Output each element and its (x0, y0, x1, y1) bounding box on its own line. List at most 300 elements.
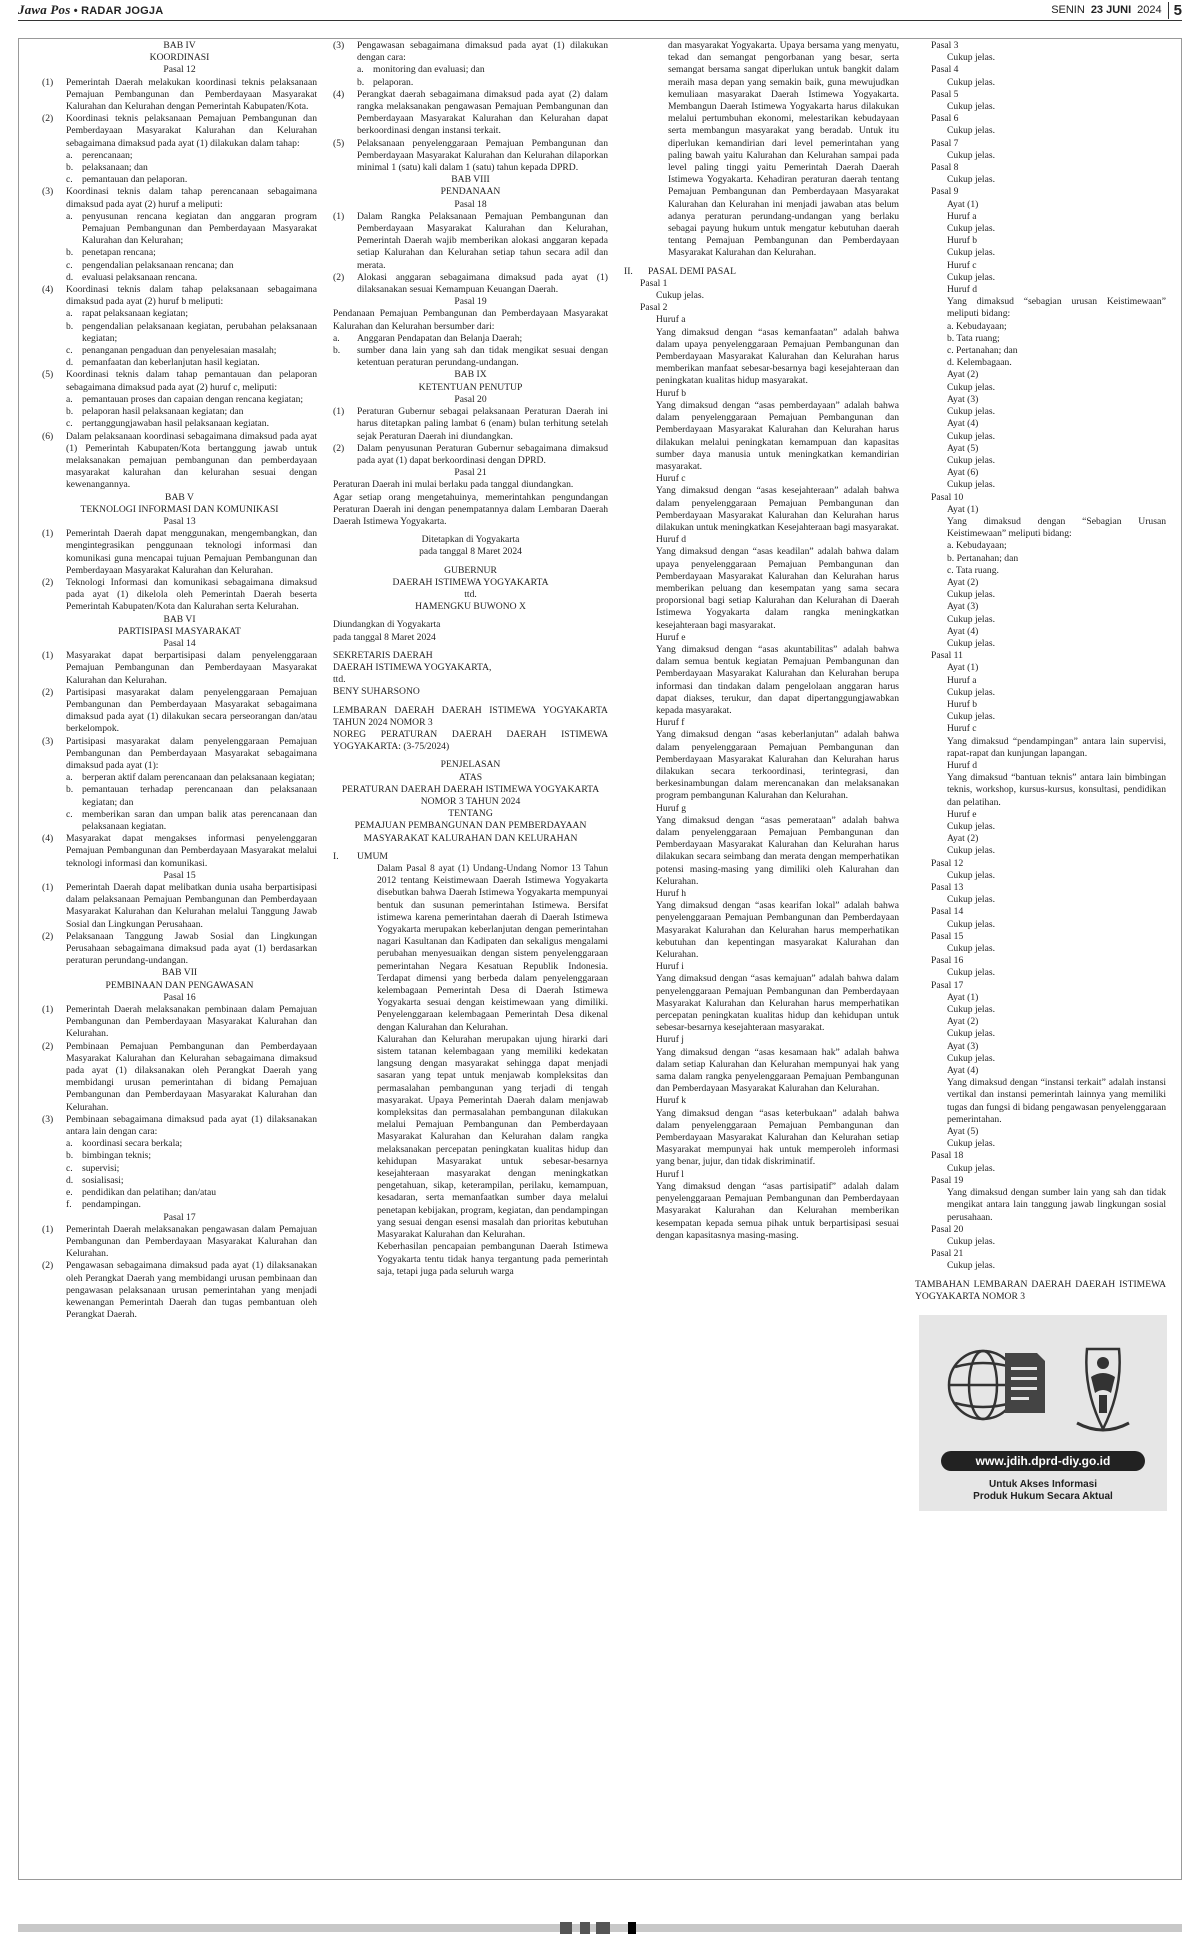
explanation-text: Ayat (1) (947, 991, 979, 1003)
explanation-text: Pasal 2 (640, 302, 668, 314)
explanation-text: Huruf e (656, 631, 686, 643)
explanation-text: Pasal 7 (931, 137, 959, 149)
explanation-text: Ayat (3) (947, 1040, 979, 1052)
ad-tagline-line-2: Produk Hukum Secara Aktual (973, 1490, 1113, 1502)
paragraph: SEKRETARIS DAERAH (333, 649, 433, 661)
heading-line: ATAS (458, 771, 483, 783)
explanation-text: Cukup jelas. (947, 589, 995, 601)
paragraph: ttd. (333, 674, 346, 686)
clause-number: (1) (42, 76, 54, 88)
clause-number: a. (66, 308, 73, 320)
numbered-clause (42, 77, 317, 114)
sub-clause (333, 64, 608, 76)
paragraph: LEMBARAN DAERAH DAERAH ISTIMEWA YOGYAKARTA TAHUN 2024 NOMOR 3 (333, 704, 608, 728)
explanation-text: Huruf d (656, 534, 687, 546)
clause-number: b. (66, 247, 74, 259)
heading-line: BAB IX (454, 369, 487, 381)
sub-clause (42, 150, 317, 162)
clause-text: penetapan rencana; (82, 247, 156, 259)
explanation-text: Ayat (6) (947, 467, 979, 479)
clause-number: (3) (333, 40, 345, 51)
numbered-clause (42, 833, 317, 870)
sub-clause (42, 211, 317, 248)
explanation-text: Yang dimaksud dengan “asas partisipatif” adalah dalam penyelenggaraan Pemajuan Pembangunan dan Pemberdayaan Masyarakat Kalurahan dan Kelurahan memberikan kesempatan kepada semua pihak untuk berpartisipasi sesuai dengan kapasitasnya masing-masing. (656, 1180, 899, 1241)
paragraph: Peraturan Daerah ini mulai berlaku pada tanggal diundangkan. (333, 479, 574, 491)
numbered-clause (333, 138, 608, 175)
edition-day: SENIN (1051, 4, 1085, 16)
sub-clause (42, 1138, 317, 1150)
clause-number: b. (66, 406, 74, 418)
clause-text: Koordinasi teknis dalam tahap pelaksanaan sebagaimana dimaksud pada ayat (2) huruf b meliputi: (66, 284, 317, 308)
explanation-text: Cukup jelas. (947, 430, 995, 442)
paragraph: BENY SUHARSONO (333, 686, 420, 698)
clause-number: c. (66, 418, 73, 430)
footer-mark (580, 1922, 590, 1934)
numbered-clause (42, 1041, 317, 1114)
explanation-text: Cukup jelas. (947, 943, 995, 955)
clause-text: Peraturan Gubernur sebagai pelaksanaan Peraturan Daerah ini harus ditetapkan paling lambat 6 (enam) bulan terhitung setelah sejak Peraturan Daerah ini diundangkan. (357, 406, 608, 442)
explanation-text: Keberhasilan pencapaian pembangunan Daerah Istimewa Yogyakarta tentu tidak hanya tergantung pada pemerintah saja, tetapi juga pada seluruh warga (377, 1241, 608, 1277)
column-4 (907, 40, 1174, 1820)
column-2 (325, 40, 616, 1820)
clause-number: a. (66, 772, 73, 784)
heading-line: PENDANAAN (440, 186, 501, 198)
heading-line: Pasal 21 (454, 467, 487, 479)
numbered-clause (42, 882, 317, 931)
heading-line: TEKNOLOGI INFORMASI DAN KOMUNIKASI (80, 503, 279, 515)
heading-line: BAB VII (161, 967, 198, 979)
explanation-text: Cukup jelas. (947, 381, 995, 393)
clause-number: b. (357, 76, 365, 88)
footer-mark (560, 1922, 572, 1934)
paragraph: Diundangkan di Yogyakarta (333, 619, 441, 631)
heading-line: pada tanggal 8 Maret 2024 (419, 546, 522, 558)
footer-mark (596, 1922, 610, 1934)
clause-text: pendampingan. (82, 1199, 141, 1211)
clause-number: II. (624, 265, 633, 277)
explanation-text: Cukup jelas. (947, 686, 995, 698)
numbered-clause (42, 931, 317, 968)
explanation-text: Huruf a (947, 210, 977, 222)
edition-info (1051, 2, 1182, 19)
explanation-text: Huruf e (947, 808, 977, 820)
explanation-text: Ayat (1) (947, 198, 979, 210)
clause-number: c. (66, 808, 73, 820)
clause-text: Dalam pelaksanaan koordinasi sebagaimana dimaksud pada ayat (1) Pemerintah Kabupaten/Kota bertanggung jawab untuk melaksanakan pemajuan pembangunan dan pemberdayaan masyarakat kalurahan dan kelurahan sesuai dengan kewenangannya. (66, 430, 317, 491)
sub-clause (42, 357, 317, 369)
clause-number: (2) (333, 442, 345, 454)
explanation-text: Huruf a (947, 674, 977, 686)
explanation-text: Huruf d (947, 284, 978, 296)
heading-line: GUBERNUR (444, 564, 497, 576)
article-columns (34, 40, 1174, 1820)
document-logo-icon (1005, 1353, 1045, 1413)
numbered-clause (333, 272, 608, 296)
clause-text: PASAL DEMI PASAL (648, 265, 736, 277)
numbered-clause (42, 736, 317, 773)
explanation-text: Yang dimaksud dengan “instansi terkait” adalah instansi vertikal dan instansi pemerintah lainnya yang memiliki tugas dan fungsi di bidang pengawasan penyelenggaraan pemerintahan. (947, 1077, 1166, 1125)
explanation-text: Yang dimaksud dengan “asas akuntabilitas” adalah bahwa dalam semua bentuk kegiatan Pemajuan Pembangunan dan Pemberdayaan Masyarakat Kalurahan dan Kelurahan berupa informasi dan tindakan dalam pengelolaan anggaran harus dapat diakses, terukur, dan dapat dipertanggungjawabkan kepada masyarakat. (656, 643, 899, 716)
sub-clause (42, 1163, 317, 1175)
clause-number: (4) (333, 88, 345, 100)
heading-line: PENJELASAN (440, 759, 501, 771)
heading-line: Ditetapkan di Yogyakarta (421, 534, 520, 546)
clause-text: Alokasi anggaran sebagaimana dimaksud pada ayat (1) dilaksanakan sesuai Kemampuan Keuangan Daerah. (357, 271, 608, 296)
explanation-text: Pasal 15 (931, 930, 964, 942)
clause-number: (4) (42, 833, 54, 845)
masthead (18, 2, 163, 18)
explanation-text: Yang dimaksud dengan “asas kesejahteraan” adalah bahwa dalam penyelenggaraan Pemajuan Pembangunan dan Pemberdayaan Masyarakat Kalurahan dan Kelurahan harus dilakukan untuk meningkatkan Kesejahteraan bagi masyarakat. (656, 485, 899, 533)
explanation-text: Huruf c (947, 723, 977, 735)
clause-text: Dalam Rangka Pelaksanaan Pemajuan Pembangunan dan Pemberdayaan Masyarakat Kalurahan dan Kelurahan, Pemerintah Daerah wajib memberikan alokasi anggaran kepada setiap Kalurahan dan Kelurahan setiap tahun secara adil dan merata. (357, 210, 608, 271)
explanation-text: Cukup jelas. (947, 869, 995, 881)
sub-clause (42, 406, 317, 418)
explanation-text: Cukup jelas. (947, 613, 995, 625)
clause-text: Pelaksanaan penyelenggaraan Pemajuan Pembangunan dan Pemberdayaan Masyarakat Kalurahan dan Kelurahan dilaporkan minimal 1 (satu) kali dalam 1 (satu) tahun kepada DPRD. (357, 137, 608, 174)
heading-line: Pasal 16 (163, 991, 196, 1003)
explanation-text: Yang dimaksud dengan “asas kesamaan hak” adalah bahwa dalam setiap Kalurahan dan Kelurahan mempunyai hak yang sama dalam rangka penyelenggaraan Pemajuan Pembangunan dan Pemberdayaan Masyarakat Kalurahan dan Kelurahan. (656, 1046, 899, 1095)
numbered-clause (42, 1004, 317, 1041)
clause-number: (1) (42, 1004, 54, 1016)
explanation-text: Pasal 5 (931, 88, 959, 100)
explanation-text: Yang dimaksud dengan “asas kearifan lokal” adalah bahwa penyelenggaraan Pemajuan Pembangunan dan Pemberdayaan Masyarakat Kalurahan dan Kelurahan harus memperhatikan kebutuhan dan kepentingan masyarakat Kalurahan dan Kelurahan. (656, 900, 899, 961)
column-4-text (915, 40, 1166, 1303)
clause-text: pengendalian pelaksanaan rencana; dan (82, 259, 234, 271)
heading-line: PEMBINAAN DAN PENGAWASAN (105, 979, 254, 991)
province-emblem-icon (1077, 1349, 1129, 1430)
clause-number: (2) (333, 271, 345, 283)
explanation-text: Ayat (1) (947, 662, 979, 674)
clause-text: Koordinasi teknis dalam tahap perencanaan sebagaimana dimaksud pada ayat (2) huruf a meliputi: (66, 186, 317, 210)
sub-clause (42, 1175, 317, 1187)
explanation-text: d. Kelembagaan. (947, 357, 1012, 369)
clause-number: (3) (42, 1113, 54, 1125)
clause-text: Koordinasi teknis pelaksanaan Pemajuan Pembangunan dan Pemberdayaan Masyarakat Kalurahan dan Kelurahan sebagaimana dimaksud pada ayat (1) dilakukan dalam tahap: (66, 113, 317, 149)
clause-text: pemantauan dan pelaporan. (82, 174, 188, 186)
explanation-text: Pasal 16 (931, 955, 964, 967)
clause-text: Koordinasi teknis dalam tahap pemantauan dan pelaporan sebagaimana dimaksud pada ayat (2) huruf c, meliputi: (66, 369, 317, 393)
explanation-text: Pasal 1 (640, 277, 668, 289)
explanation-text: Pasal 4 (931, 64, 959, 76)
explanation-text: Yang dimaksud dengan “asas keadilan” adalah bahwa dalam upaya penyelenggaraan Pemajuan Pembangunan dan Pemberdayaan Masyarakat Kalurahan dan Kelurahan harus memberikan peluang dan kesempatan yang sama secara proporsional bagi setiap Kalurahan dan Kelurahan di Daerah Istimewa Yogyakarta dalam rangka meningkatkan kesejahteraan bagi masyarakat. (656, 546, 899, 631)
footer-mark (628, 1922, 636, 1934)
explanation-text: Pasal 9 (931, 186, 959, 198)
clause-number: (3) (42, 186, 54, 198)
heading-line: Pasal 20 (454, 393, 487, 405)
heading-line: BAB VIII (451, 174, 490, 186)
clause-text: Partisipasi masyarakat dalam penyelenggaraan Pemajuan Pembangunan dan Pemberdayaan Masyarakat sebagaimana dimaksud pada ayat (1) dilakukan secara perseorangan dan/atau berkelompok. (66, 686, 317, 735)
explanation-text: Huruf l (656, 1168, 684, 1180)
sub-clause (42, 162, 317, 174)
explanation-text: Ayat (2) (947, 369, 979, 381)
clause-number: (1) (42, 528, 54, 540)
explanation-text: Cukup jelas. (947, 125, 995, 137)
clause-text: Pemerintah Daerah melaksanakan pembinaan dalam Pemajuan Pembangunan dan Pemberdayaan Masyarakat Kalurahan dan Kelurahan. (66, 1004, 317, 1040)
explanation-text: Huruf h (656, 888, 687, 900)
explanation-text: Huruf f (656, 717, 685, 729)
sub-clause (42, 260, 317, 272)
sub-clause (42, 394, 317, 406)
explanation-text: Yang dimaksud dengan “asas pemberdayaan” adalah bahwa dalam penyelenggaraan Pemajuan Pembangunan dan Pemberdayaan Masyarakat Kalurahan dan Kelurahan harus dilakukan melalui peningkatan kemampuan dan kapasitas sumber daya manusia untuk meningkatkan kemandirian masyarakat. (656, 399, 899, 472)
sub-clause (42, 174, 317, 186)
sub-clause (42, 784, 317, 808)
explanation-text: Cukup jelas. (947, 247, 995, 259)
brand-name: Jawa Pos (18, 2, 71, 17)
edition-date: 23 JUNI (1090, 4, 1132, 16)
explanation-text: dan masyarakat Yogyakarta. Upaya bersama yang menyatu, tekad dan semangat pengorbanan yang besar, serta semangat bersama sangat diperlukan untuk bangkit dalam meraih masa depan yang semakin baik, guna mewujudkan kemuliaan masyarakat Daerah Istimewa Yogyakarta. Membangun Daerah Istimewa Yogyakarta harus dilakukan melalui pertumbuhan ekonomi, melestarikan kebudayaan serta membangun masyarakat yang beradab. Untuk itu diperlukan kemandirian dari level pemerintahan yang paling bawah yaitu Kalurahan dan Kelurahan sampai pada level paling tinggi yaitu Pemerintah Daerah Daerah Istimewa Yogyakarta. Kehadiran peraturan daerah tentang Pemajuan Pembangunan dan Pemberdayaan Masyarakat Kalurahan dan Kelurahan ini menjadi jawaban atas belum adanya peraturan perundang-undangan yang berlaku sebagai payung hukum untuk mengatur kebutuhan daerah tentang Pemajuan Pembangunan dan Pemberdayaan Masyarakat Kalurahan dan Kelurahan. (668, 40, 899, 259)
clause-number: (4) (42, 284, 54, 296)
numbered-clause (333, 406, 608, 443)
clause-text: Pemerintah Daerah melakukan koordinasi teknis pelaksanaan Pemajuan Pembangunan dan Pemberdayaan Masyarakat Kalurahan dan Kelurahan dengan Pemerintah Kabupaten/Kota. (66, 76, 317, 113)
explanation-text: Dalam Pasal 8 ayat (1) Undang-Undang Nomor 13 Tahun 2012 tentang Keistimewaan Daerah Istimewa Yogyakarta disebutkan bahwa Daerah Istimewa Yogyakarta mempunyai bentuk dan susunan pemerintahan Istimewa. Bersifat istimewa karena pemerintahan daerah di Daerah Istimewa Yogyakarta merupakan keberlanjutan dengan pemerintahan nagari Kasultanan dan Kadipaten dan sekaligus mengalami perubahan menyesuaikan dengan sistem penyelenggaraan pemerintahan Negara Kesatuan Republik Indonesia. Terdapat dimensi yang berbeda dalam penyelenggaraan kelembagaan Pemerintah Desa di Daerah Istimewa Yogyakarta sesuai dengan keistimewaan yang dimiliki. Penyelenggaraan kelembagaan Pemerintah Desa dikenal dengan Kalurahan dan Kelurahan. (377, 863, 608, 1033)
numbered-clause (42, 650, 317, 687)
clause-text: pelaporan hasil pelaksanaan kegiatan; dan (82, 406, 244, 418)
numbered-clause (42, 369, 317, 393)
clause-number: d. (66, 271, 74, 283)
dprd-logos (941, 1333, 1145, 1443)
clause-text: Dalam penyusunan Peraturan Gubernur sebagaimana dimaksud pada ayat (1) dapat berkoordinasi dengan DPRD. (357, 442, 608, 466)
heading-line: Pasal 17 (163, 1211, 196, 1223)
page-number: 5 (1168, 2, 1182, 19)
explanation-text: Pasal 12 (931, 857, 964, 869)
explanation-text: Ayat (4) (947, 625, 979, 637)
section-name: • RADAR JOGJA (73, 5, 164, 17)
ad-tagline-line-1: Untuk Akses Informasi (989, 1478, 1097, 1490)
explanation-text: Cukup jelas. (947, 1004, 995, 1016)
explanation-text: Huruf g (656, 802, 687, 814)
clause-text: koordinasi secara berkala; (82, 1138, 183, 1150)
explanation-text: Ayat (3) (947, 393, 979, 405)
clause-text: Pengawasan sebagaimana dimaksud pada ayat (1) dilaksanakan oleh Perangkat Daerah yang membidangi urusan pembinaan dan pengawasan pelaksanaan urusan pemerintahan yang menjadi kewenangan Pemerintah Daerah dan tugas pembantuan oleh Perangkat Daerah. (66, 1260, 317, 1321)
numbered-clause (42, 1114, 317, 1138)
explanation-text: Cukup jelas. (947, 711, 995, 723)
explanation-text: Cukup jelas. (947, 271, 995, 283)
heading-line: Pasal 13 (163, 515, 196, 527)
clause-text: Partisipasi masyarakat dalam penyelenggaraan Pemajuan Pembangunan dan Pemberdayaan Masyarakat sebagaimana dimaksud pada ayat (1): (66, 735, 317, 771)
explanation-text: Ayat (5) (947, 1126, 979, 1138)
clause-text: pemanfaatan dan keberlanjutan hasil kegiatan. (82, 357, 260, 369)
explanation-text: Cukup jelas. (947, 845, 995, 857)
numbered-clause (333, 89, 608, 138)
explanation-text: c. Tata ruang. (947, 564, 999, 576)
explanation-text: Pasal 17 (931, 979, 964, 991)
explanation-text: Kalurahan dan Kelurahan merupakan ujung hirarki dari sistem tatanan kelembagaan yang memiliki kedekatan langsung dengan masyarakat sehingga dapat menjadi sasaran yang tepat untuk menjawab kompleksitas dan permasalahan pembangunan yang terjadi di tengah masyarakat. Upaya Pemerintah Daerah dalam menjawab kompleksitas dan permasalahan pembangunan dilakukan melalui Pemajuan Pembangunan dan Pemberdayaan Masyarakat Kalurahan dan Kelurahan dalam rangka melaksanakan percepatan peningkatan kualitas hidup dan kehidupan Masyarakat untuk sebesar-besarnya kesejahteraan masyarakat dengan meningkatkan pengetahuan, sikap, keterampilan, perilaku, kemampuan, kesadaran, serta memanfaatkan sumber daya melalui penetapan kebijakan, program, kegiatan, dan pendampingan yang sesuai dengan esensi masalah dan prioritas kebutuhan Masyarakat Kalurahan dan Kelurahan. (377, 1033, 608, 1241)
heading-line: Pasal 14 (163, 637, 196, 649)
numbered-clause (333, 40, 608, 64)
explanation-text: Yang dimaksud dengan “asas pemerataan” adalah bahwa dalam penyelenggaraan Pemajuan Pembangunan dan Pemberdayaan Masyarakat Kalurahan dan Kelurahan harus dilakukan secara seimbang dan merata dengan memperhatikan potensi masing-masing yang dimiliki oleh Kalurahan dan Kelurahan. (656, 814, 899, 887)
clause-number: a. (66, 210, 73, 222)
clause-text: supervisi; (82, 1162, 120, 1174)
numbered-clause (42, 431, 317, 492)
clause-text: Masyarakat dapat mengakses informasi penyelenggaran Pemajuan Pembangunan dan Pemberdayaan Masyarakat melalui teknologi informasi dan komunikasi. (66, 833, 317, 869)
heading-line: Pasal 12 (163, 64, 196, 76)
sub-clause (42, 345, 317, 357)
explanation-text: Yang dimaksud dengan “Sebagian Urusan Keistimewaan” meliputi bidang: (947, 515, 1166, 540)
explanation-text: Yang dimaksud “bantuan teknis” antara lain bimbingan teknis, workshop, kursus-kursus, konsultasi, pendidikan dan pelatihan. (947, 772, 1166, 808)
explanation-text: Ayat (4) (947, 418, 979, 430)
explanation-text: Cukup jelas. (947, 101, 995, 113)
explanation-text: Cukup jelas. (947, 821, 995, 832)
clause-number: (1) (42, 650, 54, 662)
clause-text: Teknologi Informasi dan komunikasi sebagaimana dimaksud pada ayat (1) dikelola oleh Pemerintah Daerah beserta Pemerintah Kabupaten/Kota dan Kalurahan serta Kelurahan. (66, 576, 317, 613)
clause-text: pendidikan dan pelatihan; dan/atau (82, 1187, 216, 1199)
clause-number: (2) (42, 113, 54, 125)
numbered-clause (42, 1260, 317, 1321)
edition-year: 2024 (1137, 4, 1162, 16)
numbered-clause (333, 333, 608, 345)
clause-text: Perangkat daerah sebagaimana dimaksud pada ayat (2) dalam rangka melaksanakan pengawasan Pemajuan Pembangunan dan Pemberdayaan Masyarakat Kalurahan dan Kelurahan dapat berkoordinasi dengan instansi terkait. (357, 88, 608, 137)
explanation-text: Pasal 10 (931, 491, 964, 503)
explanation-text: Huruf c (947, 259, 977, 271)
explanation-text: Cukup jelas. (947, 76, 995, 88)
explanation-text: Ayat (4) (947, 1065, 979, 1077)
clause-number: b. (66, 320, 74, 332)
explanation-text: Cukup jelas. (947, 52, 995, 64)
numbered-clause (42, 1224, 317, 1261)
explanation-text: Cukup jelas. (947, 637, 995, 649)
explanation-text: Pasal 14 (931, 906, 964, 918)
clause-text: UMUM (357, 850, 388, 862)
explanation-text: a. Kebudayaan; (947, 320, 1007, 332)
clause-number: d. (66, 1174, 74, 1186)
explanation-text: Huruf a (656, 314, 686, 326)
numbered-clause (333, 443, 608, 467)
explanation-text: Cukup jelas. (947, 1162, 995, 1174)
explanation-text: Cukup jelas. (947, 894, 995, 906)
numbered-clause (333, 211, 608, 272)
sub-clause (42, 1187, 317, 1199)
heading-line: ttd. (464, 588, 477, 600)
explanation-text: Huruf i (656, 961, 684, 973)
clause-number: (1) (333, 406, 345, 418)
clause-text: sumber dana lain yang sah dan tidak mengikat sesuai dengan ketentuan peraturan perundang-undangan. (357, 345, 608, 369)
clause-number: c. (66, 174, 73, 186)
explanation-text: Cukup jelas. (947, 1028, 995, 1040)
heading-line: KETENTUAN PENUTUP (418, 381, 523, 393)
column-3 (616, 40, 907, 1820)
explanation-text: Huruf k (656, 1095, 687, 1107)
explanation-text: Pasal 8 (931, 162, 959, 174)
clause-number: b. (66, 784, 74, 796)
clause-text: bimbingan teknis; (82, 1150, 152, 1162)
ad-tagline (929, 1479, 1157, 1503)
heading-line: BAB V (165, 491, 194, 503)
explanation-text: Huruf b (947, 698, 978, 710)
clause-number: b. (66, 162, 74, 174)
clause-number: (2) (42, 930, 54, 942)
clause-number: (2) (42, 1260, 54, 1272)
explanation-text: Cukup jelas. (947, 479, 995, 491)
clause-number: (2) (42, 1040, 54, 1052)
explanation-text: Yang dimaksud “sebagian urusan Keistimewaan” meliputi bidang: (947, 296, 1166, 320)
paragraph: DAERAH ISTIMEWA YOGYAKARTA, (333, 661, 492, 673)
clause-text: sosialisasi; (82, 1174, 124, 1186)
paragraph: Pendanaan Pemajuan Pembangunan dan Pemberdayaan Masyarakat Kalurahan dan Kelurahan bersumber dari: (333, 308, 608, 332)
clause-number: (5) (333, 137, 345, 149)
clause-number: (1) (42, 1223, 54, 1235)
jdih-url-link[interactable]: www.jdih.dprd-diy.go.id (941, 1451, 1145, 1471)
heading-line: PARTISIPASI MASYARAKAT (118, 625, 241, 637)
clause-number: (6) (42, 430, 54, 442)
clause-number: e. (66, 1187, 73, 1199)
clause-number: a. (357, 64, 364, 76)
clause-number: (1) (42, 882, 54, 894)
page-header (18, 0, 1182, 21)
explanation-text: Yang dimaksud dengan “asas keterbukaan” adalah bahwa dalam penyelenggaraan Pemajuan Pembangunan dan Pemberdayaan Masyarakat Kalurahan dan Kelurahan setiap Masyarakat mempunyai hak untuk memperoleh informasi yang benar, jujur, dan tidak diskriminatif. (656, 1107, 899, 1168)
explanation-text: Cukup jelas. (947, 1235, 995, 1247)
explanation-text: Yang dimaksud dengan “asas kemanfaatan” adalah bahwa dalam upaya penyelenggaraan Pemajuan Pembangunan dan Pemberdayaan Masyarakat Kalurahan dan Kelurahan harus memberikan manfaat sebesar-besarnya bagi kesejahteraan dan peningkatan kualitas hidup masyarakat. (656, 326, 899, 387)
clause-number: c. (66, 345, 73, 357)
explanation-text: Ayat (2) (947, 576, 979, 588)
clause-text: monitoring dan evaluasi; dan (373, 64, 485, 76)
sub-clause (42, 321, 317, 345)
explanation-text: Pasal 18 (931, 1150, 964, 1162)
numbered-clause (624, 266, 899, 278)
clause-number: d. (66, 357, 74, 369)
explanation-text: Ayat (5) (947, 442, 979, 454)
sub-clause (42, 1199, 317, 1211)
clause-text: Pemerintah Daerah dapat melibatkan dunia usaha berpartisipasi dalam pelaksanaan Pemajuan Pembangunan dan Pemberdayaan Masyarakat Kalurahan dan Kelurahan melalui Tanggung Jawab Sosial dan Lingkungan Perusahaan. (66, 882, 317, 930)
explanation-text: Yang dimaksud dengan “asas keberlanjutan” adalah bahwa dalam penyelenggaraan Pemajuan Pembangunan dan Pemberdayaan Masyarakat Kalurahan dan Kelurahan harus dilakukan secara terkoordinasi, terintegrasi, dan berkesinambungan dalam merencanakan dan melaksanakan program pembangunan Kalurahan dan Kelurahan. (656, 729, 899, 802)
clause-number: a. (66, 1138, 73, 1150)
explanation-text: Cukup jelas. (947, 1052, 995, 1064)
explanation-text: Cukup jelas. (947, 174, 995, 186)
heading-line: TENTANG (448, 808, 493, 820)
explanation-text: Cukup jelas. (947, 918, 995, 930)
sub-clause (42, 272, 317, 284)
explanation-text: c. Pertanahan; dan (947, 345, 1018, 357)
explanation-text: Yang dimaksud dengan “asas kemajuan” adalah bahwa dalam penyelenggaraan Pemajuan Pembangunan dan Pemberdayaan Masyarakat Kalurahan dan Kelurahan harus memperhatikan percepatan peningkatan kualitas hidup dan kehidupan untuk sebesar-besarnya kesejahteraan masyarakat. (656, 973, 899, 1034)
sub-clause (42, 809, 317, 833)
heading-line: Pasal 18 (454, 198, 487, 210)
clause-text: evaluasi pelaksanaan rencana. (82, 271, 198, 283)
explanation-text: Cukup jelas. (947, 223, 995, 235)
explanation-text: Cukup jelas. (947, 1260, 995, 1272)
heading-line: BAB VI (163, 613, 196, 625)
clause-number: (2) (42, 576, 54, 588)
numbered-clause (333, 851, 608, 863)
heading-line: PEMAJUAN PEMBANGUNAN DAN PEMBERDAYAAN MASYARAKAT KALURAHAN DAN KELURAHAN (354, 820, 587, 844)
clause-number: (2) (42, 686, 54, 698)
heading-line: PERATURAN DAERAH DAERAH ISTIMEWA YOGYAKARTA (341, 783, 600, 795)
explanation-text: Huruf c (656, 473, 686, 485)
sub-clause (42, 247, 317, 259)
jdih-advertisement[interactable] (919, 1315, 1167, 1511)
explanation-text: Pasal 13 (931, 882, 964, 894)
paragraph: TAMBAHAN LEMBARAN DAERAH DAERAH ISTIMEWA YOGYAKARTA NOMOR 3 (915, 1278, 1166, 1302)
numbered-clause (42, 186, 317, 210)
clause-number: a. (66, 149, 73, 161)
explanation-text: Yang dimaksud dengan sumber lain yang sah dan tidak mengikat antara lain tanggung jawab lingkungan sosial perusahaan. (947, 1187, 1166, 1223)
clause-text: berperan aktif dalam perencanaan dan pelaksanaan kegiatan; (82, 772, 315, 784)
heading-line: Pasal 15 (163, 869, 196, 881)
clause-text: Pelaksanaan Tanggung Jawab Sosial dan Lingkungan Perusahaan sebagaimana dimaksud pada ayat (1) berdasarkan peraturan perundang-undangan. (66, 930, 317, 967)
clause-number: b. (333, 345, 341, 357)
clause-text: penyusunan rencana kegiatan dan anggaran program Pemajuan Pembangunan dan Pemberdayaan Masyarakat Kalurahan dan Kelurahan; (82, 210, 317, 247)
sub-clause (42, 772, 317, 784)
explanation-text: Cukup jelas. (947, 149, 995, 161)
clause-text: rapat pelaksanaan kegiatan; (82, 308, 189, 320)
clause-number: a. (66, 393, 73, 405)
heading-line: BAB IV (163, 40, 196, 51)
heading-line: KOORDINASI (149, 52, 210, 64)
heading-line: Pasal 19 (454, 296, 487, 308)
explanation-text: Huruf b (656, 387, 687, 399)
clause-text: Pemerintah Daerah melaksanakan pengawasan dalam Pemajuan Pembangunan dan Pemberdayaan Masyarakat Kalurahan dan Kelurahan. (66, 1223, 317, 1260)
clause-text: pengendalian pelaksanaan kegiatan, perubahan pelaksanaan kegiatan; (82, 320, 317, 344)
clause-text: Pembinaan sebagaimana dimaksud pada ayat (1) dilaksanakan antara lain dengan cara: (66, 1113, 317, 1138)
heading-line: NOMOR 3 TAHUN 2024 (420, 795, 521, 807)
